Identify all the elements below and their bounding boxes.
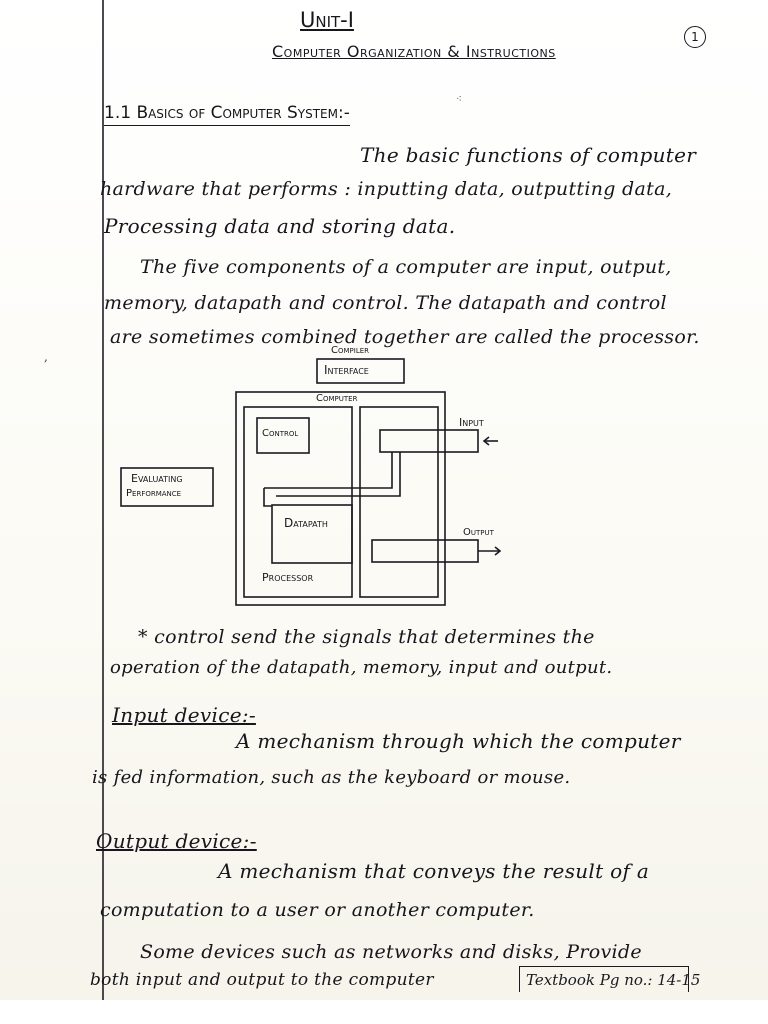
definition-line: A mechanism through which the computer xyxy=(236,729,681,753)
diagram-label-output: Output xyxy=(463,527,494,538)
diagram-label-input: Input xyxy=(459,416,484,429)
paragraph-line: memory, datapath and control. The datapath and control xyxy=(104,292,667,314)
paragraph-line: Processing data and storing data. xyxy=(104,214,456,238)
paragraph-line: The five components of a computer are input, output, xyxy=(140,256,672,278)
connector xyxy=(264,452,392,488)
input-channel xyxy=(380,430,478,452)
memory-box xyxy=(360,407,438,597)
definition-line: A mechanism that conveys the result of a xyxy=(218,859,650,883)
section-heading: 1.1 Basics of Computer System:- xyxy=(104,103,350,126)
output-device-heading: Output device:- xyxy=(96,829,257,853)
definition-line: computation to a user or another computer. xyxy=(100,899,535,921)
diagram-label-computer: Computer xyxy=(316,393,358,404)
paragraph-line: hardware that performs : inputting data, outputting data, xyxy=(100,178,673,200)
note-line: operation of the datapath, memory, input and output. xyxy=(110,657,613,678)
note-line: * control send the signals that determines the xyxy=(138,626,595,648)
definition-line: is fed information, such as the keyboard or mouse. xyxy=(92,767,571,788)
closing-line: Some devices such as networks and disks, Provide xyxy=(140,941,642,963)
diagram-label-processor: Processor xyxy=(262,571,314,584)
diagram-label-control: Control xyxy=(262,428,299,439)
closing-line: both input and output to the computer xyxy=(90,970,434,990)
pen-mark: , xyxy=(44,350,48,364)
page-bottom xyxy=(0,1000,768,1024)
connector xyxy=(276,452,400,496)
input-device-heading: Input device:- xyxy=(112,703,256,727)
paragraph-line: are sometimes combined together are called the processor. xyxy=(110,326,700,348)
pen-mark: ⁖ xyxy=(456,94,462,105)
diagram-label-evaluating: Evaluating xyxy=(131,472,183,485)
textbook-reference: Textbook Pg no.: 14-15 xyxy=(519,966,689,992)
output-channel xyxy=(372,540,478,562)
diagram-label-compiler: Compiler xyxy=(331,345,370,356)
diagram-label-performance: Performance xyxy=(126,488,182,499)
diagram-label-interface: Interface xyxy=(324,363,369,377)
datapath-box xyxy=(272,505,352,563)
paragraph-line: The basic functions of computer xyxy=(360,143,697,167)
course-title: Computer Organization & Instructions xyxy=(272,42,556,61)
connector xyxy=(264,488,272,506)
unit-title: Unit-I xyxy=(300,8,354,32)
diagram-label-datapath: Datapath xyxy=(284,516,328,530)
page-number: 1 xyxy=(684,26,706,48)
